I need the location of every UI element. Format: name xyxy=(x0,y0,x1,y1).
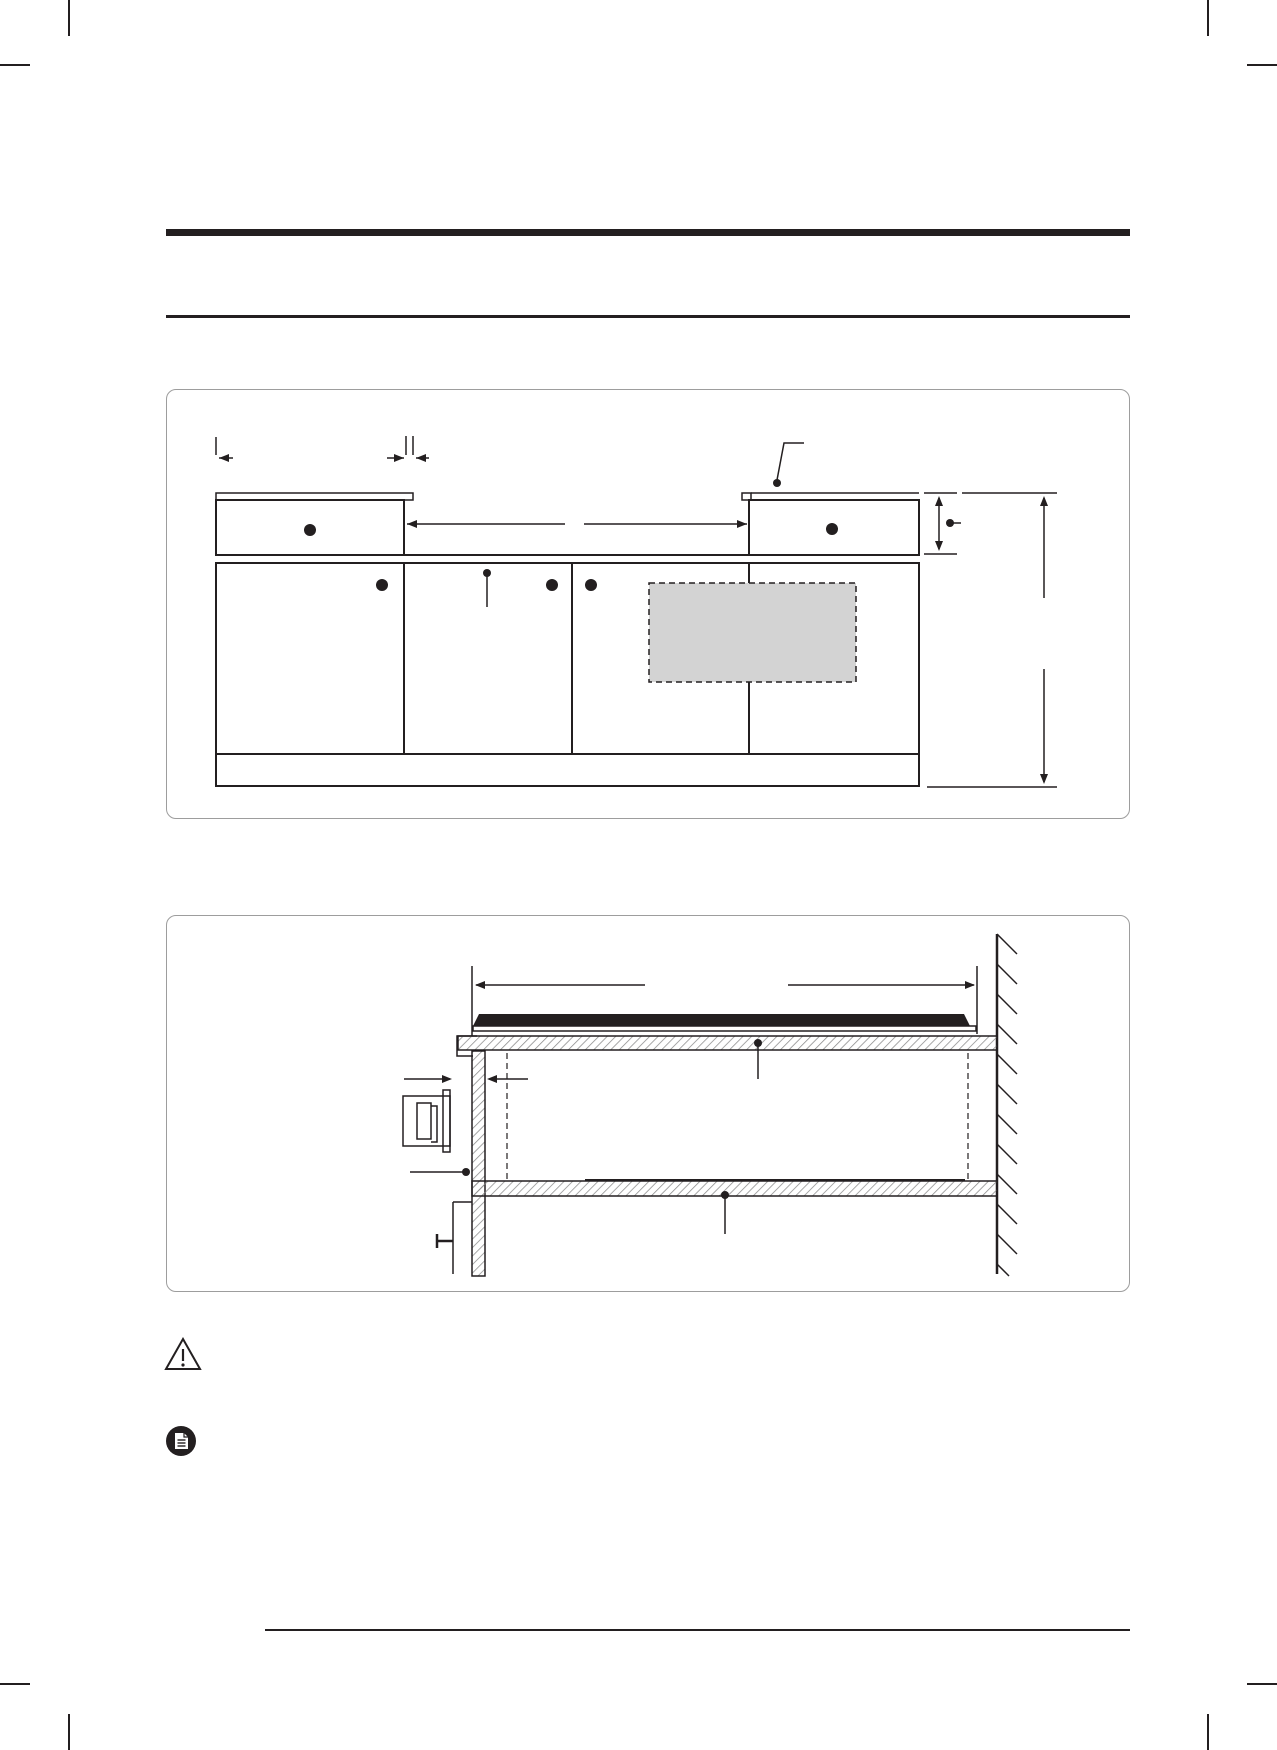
header-rule-thin xyxy=(166,315,1130,318)
wall-hatching xyxy=(997,934,1017,1276)
cooktop xyxy=(473,1014,970,1026)
cabinet-front-panel xyxy=(472,1051,485,1276)
drawer-knob xyxy=(826,523,838,535)
door-knob xyxy=(546,579,558,591)
arrowhead xyxy=(935,496,943,506)
side-view-diagram xyxy=(167,916,1129,1291)
shelf xyxy=(472,1181,997,1196)
right-countertop xyxy=(742,493,751,500)
arrowhead xyxy=(737,520,747,528)
drawer-handle xyxy=(443,1090,450,1152)
header-rule-thick xyxy=(166,229,1130,236)
drawer-knob xyxy=(304,524,316,536)
crop-mark xyxy=(1247,64,1277,66)
arrowhead xyxy=(1040,774,1048,784)
side-view-panel xyxy=(166,915,1130,1292)
oven-cutout-area xyxy=(649,583,856,682)
crop-mark xyxy=(68,1714,70,1750)
arrowhead xyxy=(442,1075,452,1083)
note-document-icon xyxy=(165,1425,197,1457)
leader-dot xyxy=(773,479,781,487)
leader-line xyxy=(777,443,804,480)
crop-mark xyxy=(1247,1683,1277,1685)
leader-dot xyxy=(462,1168,470,1176)
crop-mark xyxy=(0,1683,30,1685)
crop-mark xyxy=(1207,1714,1209,1750)
crop-mark xyxy=(1207,0,1209,36)
caution-triangle-icon xyxy=(164,1337,202,1371)
arrowhead xyxy=(475,981,485,989)
arrowhead xyxy=(416,454,426,462)
left-countertop xyxy=(216,493,413,500)
arrowhead xyxy=(487,1075,497,1083)
countertop-front-edge xyxy=(457,1051,473,1056)
drawer-handle-grip xyxy=(417,1103,431,1139)
arrowhead xyxy=(219,454,229,462)
cooktop-frame xyxy=(473,1026,976,1031)
arrowhead xyxy=(1040,496,1048,506)
crop-mark xyxy=(0,64,30,66)
drawer-handle-grip xyxy=(431,1106,437,1142)
arrowhead xyxy=(965,981,975,989)
door-knob xyxy=(585,579,597,591)
arrowhead xyxy=(935,541,943,551)
front-view-panel xyxy=(166,389,1130,819)
worktop xyxy=(458,1036,997,1050)
arrowhead xyxy=(394,454,404,462)
arrowhead xyxy=(407,520,417,528)
door-knob xyxy=(376,579,388,591)
footer-rule xyxy=(265,1629,1130,1631)
crop-mark xyxy=(68,0,70,36)
front-view-diagram xyxy=(167,390,1129,818)
